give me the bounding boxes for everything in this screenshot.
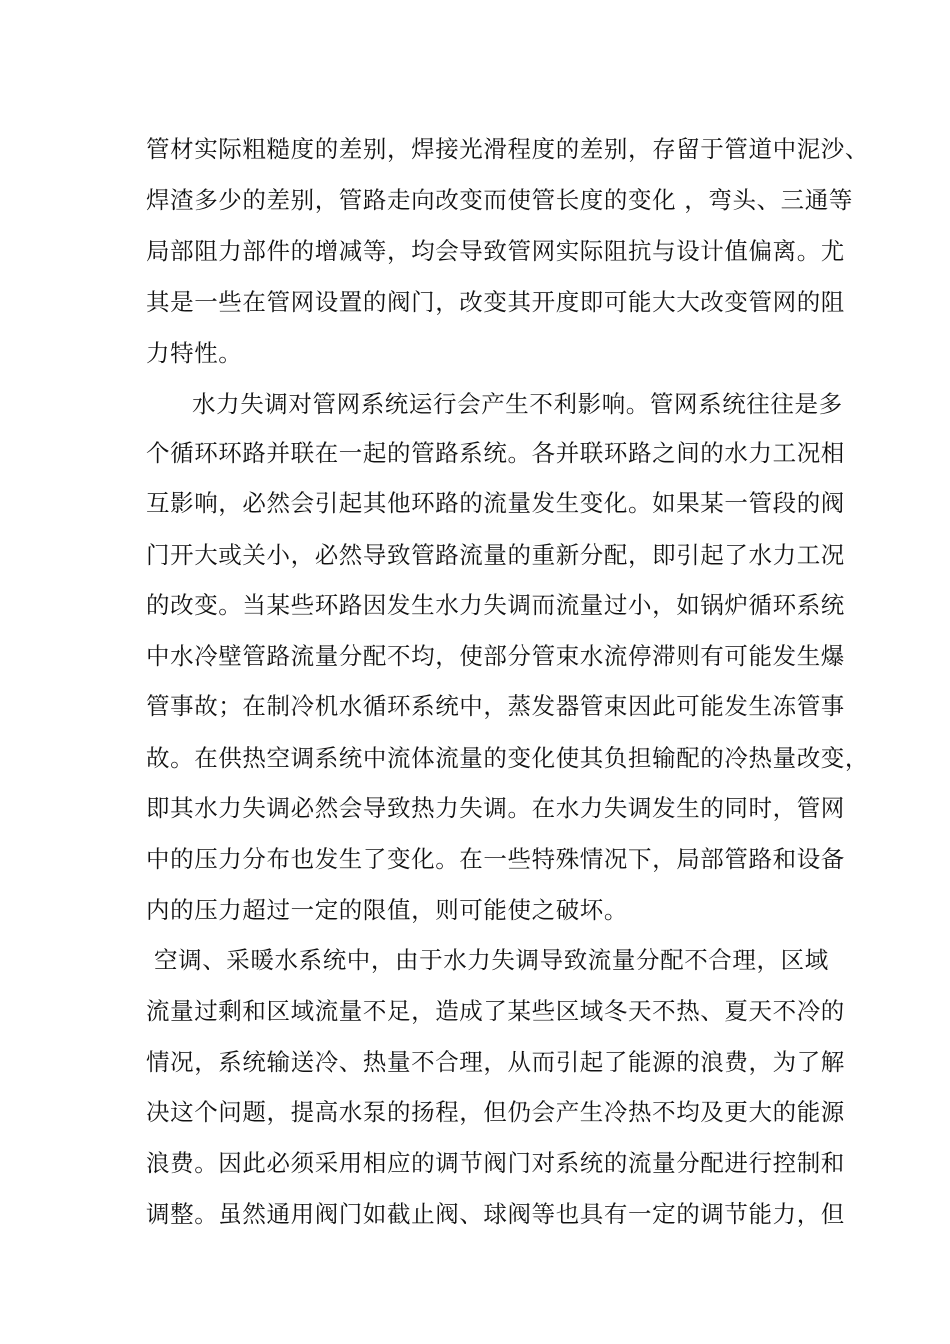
text-line: 局部阻力部件的增减等，均会导致管网实际阻抗与设计值偏离。尤 [146,237,845,265]
text-line: 中水冷壁管路流量分配不均，使部分管束水流停滞则有可能发生爆 [146,642,845,670]
text-line: 空调、采暖水系统中，由于水力失调导致流量分配不合理，区域 [154,946,829,974]
text-line: 的改变。当某些环路因发生水力失调而流量过小，如锅炉循环系统 [146,591,845,619]
text-line: 焊渣多少的差别，管路走向改变而使管长度的变化 ，弯头、三通等 [146,186,853,214]
text-line: 即其水力失调必然会导致热力失调。在水力失调发生的同时，管网 [146,794,845,822]
text-line: 流量过剩和区域流量不足，造成了某些区域冬天不热、夏天不冷的 [146,997,845,1025]
text-line: 浪费。因此必须采用相应的调节阀门对系统的流量分配进行控制和 [146,1149,845,1177]
text-line: 中的压力分布也发生了变化。在一些特殊情况下，局部管路和设备 [146,845,845,873]
text-line: 管事故；在制冷机水循环系统中，蒸发器管束因此可能发生冻管事 [146,692,845,720]
text-line: 个循环环路并联在一起的管路系统。各并联环路之间的水力工况相 [146,439,845,467]
text-line: 故。在供热空调系统中流体流量的变化使其负担输配的冷热量改变， [146,744,869,772]
text-line: 调整。虽然通用阀门如截止阀、球阀等也具有一定的调节能力，但 [146,1200,845,1228]
text-line: 互影响，必然会引起其他环路的流量发生变化。如果某一管段的阀 [146,489,845,517]
text-line: 内的压力超过一定的限值，则可能使之破坏。 [146,896,628,924]
text-line: 其是一些在管网设置的阀门，改变其开度即可能大大改变管网的阻 [146,288,845,316]
text-line: 门开大或关小，必然导致管路流量的重新分配，即引起了水力工况 [146,541,845,569]
text-line: 决这个问题，提高水泵的扬程，但仍会产生冷热不均及更大的能源 [146,1098,845,1126]
text-line: 力特性。 [146,339,243,367]
text-line: 情况，系统输送冷、热量不合理，从而引起了能源的浪费，为了解 [146,1048,845,1076]
text-line: 水力失调对管网系统运行会产生不利影响。管网系统往往是多 [192,390,843,418]
text-line: 管材实际粗糙度的差别，焊接光滑程度的差别，存留于管道中泥沙、 [146,135,869,163]
